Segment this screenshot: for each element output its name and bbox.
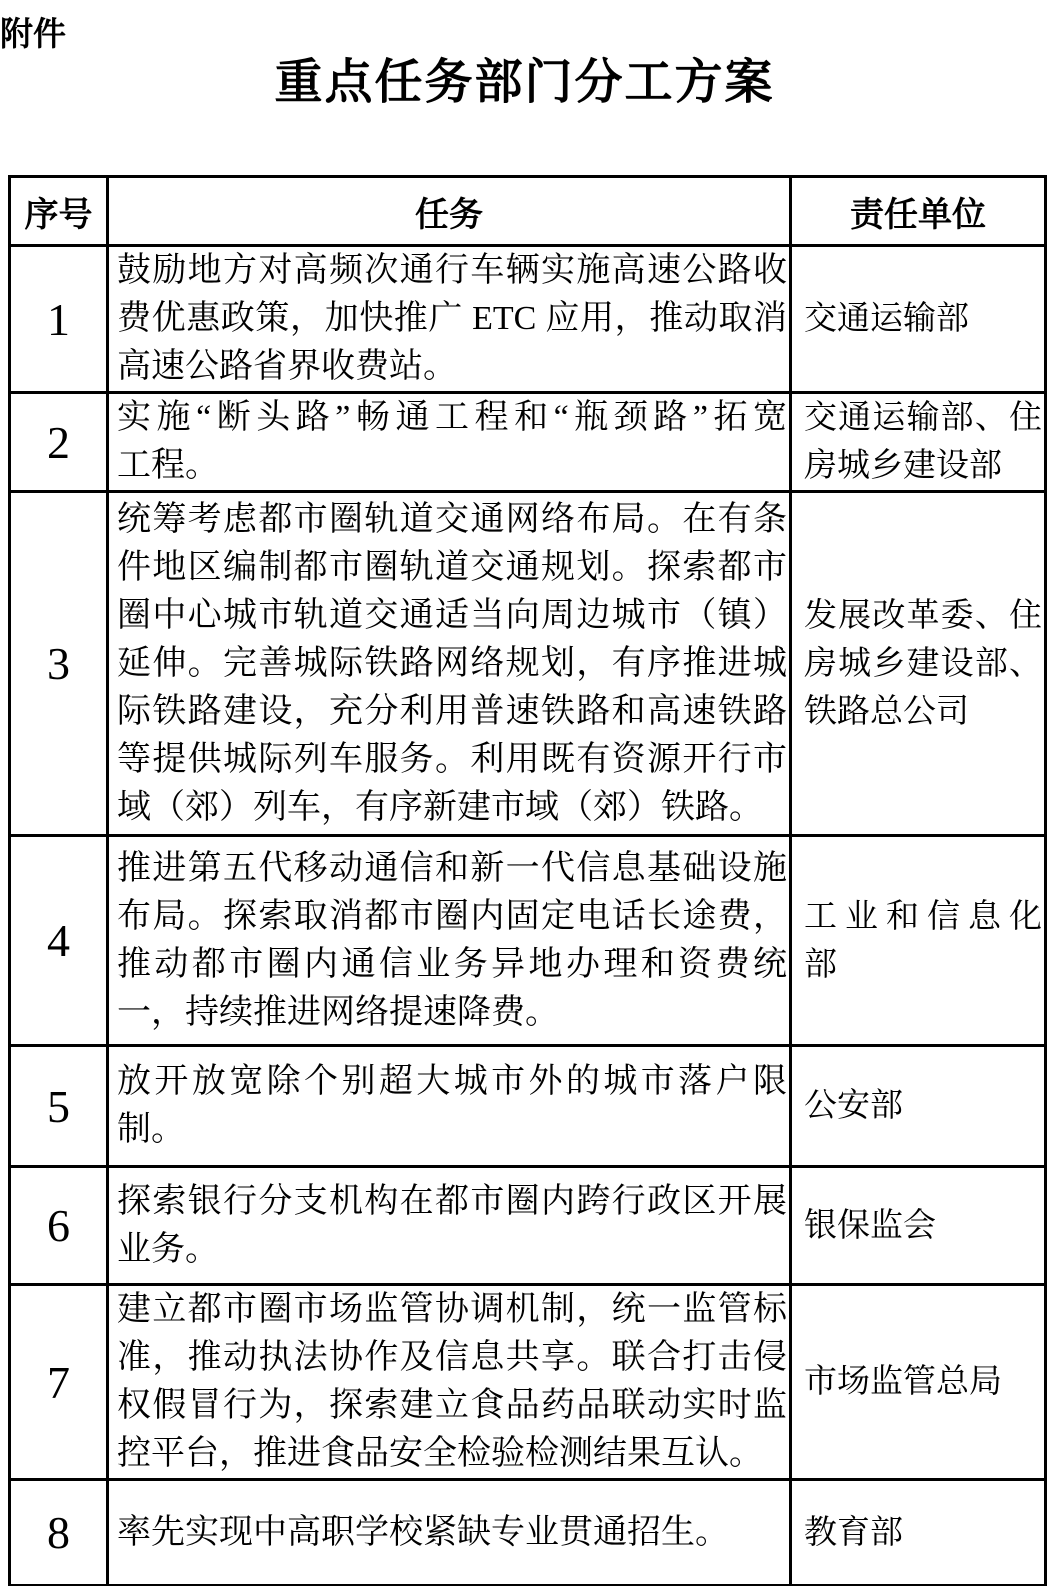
table-row [10, 393, 1046, 492]
cell-serial: 3 [10, 492, 108, 836]
cell-serial: 6 [10, 1167, 108, 1285]
task-table [8, 175, 1047, 1586]
page-title: 重点任务部门分工方案 [274, 56, 775, 109]
cell-unit: 市场监管总局 [791, 1285, 1046, 1480]
header-unit: 责任单位 [791, 177, 1046, 246]
header-serial: 序号 [10, 177, 108, 246]
cell-unit: 工业和信息化 部 [791, 836, 1046, 1046]
cell-unit: 交通运输部 [791, 246, 1046, 393]
cell-serial: 2 [10, 393, 108, 492]
cell-serial: 7 [10, 1285, 108, 1480]
cell-task: 统筹考虑都市圈轨道交通网络布局。在有条 件地区编制都市圈轨道交通规划。探索都市 圈中心城市轨道交通适当向周边城市（镇） 延伸。完善城际铁路网络规划，有序推进城 际铁路建设，充分利用普速铁路和高速铁路 等提供城际列车服务。利用既有资源开行市 域（郊）列车，有序新建市域（郊）铁路。 [108, 492, 791, 836]
attachment-label: 附件 [0, 15, 66, 52]
cell-unit: 教育部 [791, 1480, 1046, 1586]
table-row [10, 1167, 1046, 1285]
cell-unit: 交通运输部、住 房城乡建设部 [791, 393, 1046, 492]
table-row [10, 246, 1046, 393]
table-row [10, 1285, 1046, 1480]
table-row [10, 836, 1046, 1046]
cell-unit: 银保监会 [791, 1167, 1046, 1285]
cell-unit: 发展改革委、住 房城乡建设部、 铁路总公司 [791, 492, 1046, 836]
table-row [10, 1046, 1046, 1167]
cell-serial: 1 [10, 246, 108, 393]
table-row [10, 1480, 1046, 1586]
cell-unit: 公安部 [791, 1046, 1046, 1167]
cell-task: 放开放宽除个别超大城市外的城市落户限 制。 [108, 1046, 791, 1167]
cell-serial: 5 [10, 1046, 108, 1167]
cell-task: 率先实现中高职学校紧缺专业贯通招生。 [108, 1480, 791, 1586]
cell-serial: 8 [10, 1480, 108, 1586]
cell-serial: 4 [10, 836, 108, 1046]
cell-task: 鼓励地方对高频次通行车辆实施高速公路收 费优惠政策，加快推广 ETC 应用，推动取消 高速公路省界收费站。 [108, 246, 791, 393]
cell-task: 建立都市圈市场监管协调机制，统一监管标 准，推动执法协作及信息共享。联合打击侵 权假冒行为，探索建立食品药品联动实时监 控平台，推进食品安全检验检测结果互认。 [108, 1285, 791, 1480]
cell-task: 探索银行分支机构在都市圈内跨行政区开展 业务。 [108, 1167, 791, 1285]
cell-task: 推进第五代移动通信和新一代信息基础设施 布局。探索取消都市圈内固定电话长途费， 推动都市圈内通信业务异地办理和资费统 一，持续推进网络提速降费。 [108, 836, 791, 1046]
header-task: 任务 [108, 177, 791, 246]
table-header-row [10, 177, 1046, 246]
cell-task: 实施“断头路”畅通工程和“瓶颈路”拓宽 工程。 [108, 393, 791, 492]
table-row [10, 492, 1046, 836]
